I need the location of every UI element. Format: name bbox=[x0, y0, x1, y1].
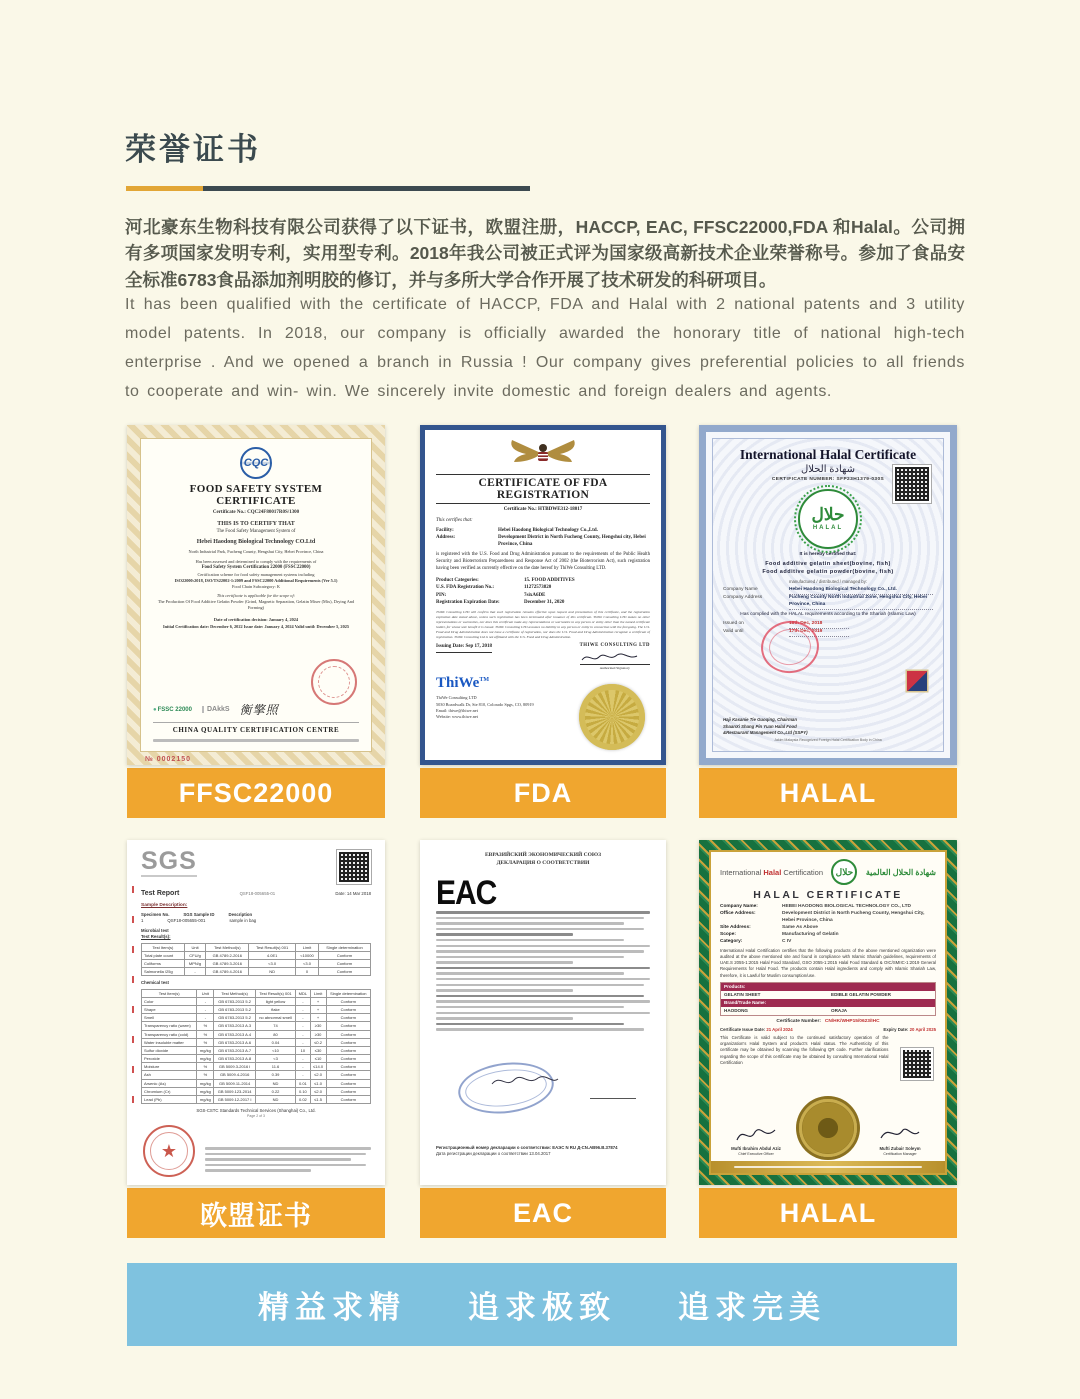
halal2-expiry-value: 20 April 2025 bbox=[909, 1026, 936, 1032]
signature-script-left bbox=[733, 1124, 779, 1146]
fda-issuing-label: Issuing Date: bbox=[436, 644, 465, 650]
halal-seal-arabic: حلال bbox=[811, 505, 845, 525]
eac-logo: EAC bbox=[436, 873, 497, 912]
halal2-signer-right bbox=[864, 1124, 936, 1157]
halal2-field-row bbox=[720, 911, 936, 925]
sgs-chemical-table bbox=[141, 989, 371, 1105]
fda-detail-label: PIN: bbox=[436, 592, 447, 598]
sgs-specimen-value: QSF18-005655-001 bbox=[167, 917, 206, 923]
fssc-dates: Initial Certification date: December 6, 2022 Issue date: January 4, 2024 Valid until: December 5, 2025 bbox=[162, 623, 350, 629]
sgs-report-title: Test Report bbox=[141, 890, 180, 897]
halal2-field-label: Category: bbox=[720, 938, 743, 944]
halal1-cert-number-value: SFP23H1379-030S bbox=[836, 477, 885, 482]
products-header: Products: bbox=[721, 983, 935, 991]
cert-label-halal-1: HALAL bbox=[699, 768, 957, 818]
sgs-t1-header-cell: Test Result(s) 001 bbox=[249, 943, 296, 951]
fda-signature-row bbox=[436, 643, 650, 671]
cert-column-eac bbox=[420, 840, 666, 1238]
cert-label-eac: EAC bbox=[420, 1188, 666, 1238]
halal1-body bbox=[712, 438, 944, 752]
fssc-title: FOOD SAFETY SYSTEM CERTIFICATE bbox=[189, 483, 323, 507]
halal2-signer-right-title: Certification Manager bbox=[883, 1152, 917, 1157]
halal2-signer-right-name: Mufti Zubair Soleym bbox=[879, 1145, 921, 1151]
thiwe-tm: TM bbox=[479, 677, 490, 684]
sgs-t2-row: Chromium (Cr) mg/kg GB 5009.123-2014 0.22 0.10 ≤2.0 Conform bbox=[142, 1087, 371, 1095]
fssc-company: Hebei Haodong Biological Technology CO.Ltd bbox=[196, 538, 316, 545]
halal2-cert-number-value: CN/HK/WHP15/0623/IHC bbox=[824, 1018, 880, 1024]
halal2-title-arabic: شهادة الحلال العالمية bbox=[865, 867, 936, 877]
cert-column-fssc22000 bbox=[127, 425, 385, 818]
halal2-cert-number-label: Certificate Number: bbox=[776, 1018, 821, 1024]
eac-title-line-2: ДЕКЛАРАЦИЯ О СООТВЕТСТВИИ bbox=[496, 859, 590, 866]
halal1-company-value: Hebei Haodong Biological Technology Co., Ltd. bbox=[789, 587, 933, 595]
brand-right: ORAJA bbox=[831, 1008, 848, 1014]
halal1-cert-number bbox=[772, 477, 884, 484]
fda-detail-rows bbox=[436, 577, 650, 606]
halal2-field-label: Company Name: bbox=[720, 904, 758, 909]
eac-title-line-1: ЕВРАЗИЙСКИЙ ЭКОНОМИЧЕСКИЙ СОЮЗ bbox=[484, 852, 601, 858]
fssc-certify-line: THIS IS TO CERTIFY THAT bbox=[217, 521, 295, 528]
sgs-t2-header-cell: Limit bbox=[310, 989, 326, 997]
fssc-cert-no: Certificate No.: CQC24F80017R0S/1300 bbox=[212, 510, 300, 515]
halal2-header bbox=[720, 859, 936, 885]
fssc-standard: Food Safety System Certification 22000 (FSSC22000) bbox=[201, 565, 311, 571]
sgs-t1-header-cell: Unit bbox=[184, 943, 206, 951]
ihc-brand-word-1: International bbox=[720, 867, 762, 877]
fda-signer-block bbox=[580, 643, 650, 671]
intro-paragraph-english: It has been qualified with the certificate of HACCP, FDA and Halal with 2 national patents and 3 utility model patents. In 2018, our company is officially awarded the honorary title of national high-tech enterprise . And we opened a branch in Russia ! Our company gives preferential policies to all friends to cooperate and win- win. We sincerely invite domestic and foreign dealers and agents. bbox=[125, 296, 965, 401]
fda-facility-value: Hebei Haodong Biological Technology Co.,Ltd. bbox=[498, 527, 598, 533]
slogan-phrase: 追求极致 bbox=[468, 1290, 616, 1325]
halal2-field-value: Same As Above bbox=[782, 924, 818, 930]
sgs-t1-header-row bbox=[142, 943, 371, 951]
slogan-phrase: 追求完美 bbox=[678, 1290, 826, 1325]
sgs-sample-desc-heading: Sample Description: bbox=[141, 902, 188, 908]
sgs-t1-header-cell: Test Method(s) bbox=[206, 943, 249, 951]
halal1-cert-number-label: CERTIFICATE NUMBER: bbox=[771, 477, 835, 482]
halal1-company-row bbox=[723, 587, 933, 595]
halal2-footer-band bbox=[711, 1161, 945, 1173]
halal2-expiry-label: Expiry Date: bbox=[883, 1026, 909, 1032]
sgs-microbial-table bbox=[141, 943, 371, 977]
sgs-t2-header-cell: Unit bbox=[197, 989, 214, 997]
halal1-title-arabic: شهادة الحلال bbox=[800, 464, 856, 475]
sspy-accreditation-logo bbox=[907, 671, 927, 691]
sgs-page-number: Page 2 of 3 bbox=[247, 1114, 265, 1119]
fda-signer-name: THIWE CONSULTING LTD bbox=[579, 643, 650, 649]
fssc-applicable: This certificate is applicable for the scope of: bbox=[216, 592, 296, 598]
sgs-t1-row: Total plate count CFU/g GB 4789.2-2016 4.0E1 <10000 Conform bbox=[142, 951, 371, 959]
halal2-field-value: Development District in North Fucheng County, Hengshui City, Hebei Province, China bbox=[782, 910, 925, 923]
sgs-t2-header-row bbox=[142, 989, 371, 997]
sgs-report-ref: QSF18-005655-01 bbox=[239, 891, 276, 896]
eac-signature-line bbox=[590, 1098, 636, 1099]
sgs-t2-header-cell: Test Result(s) 001 bbox=[255, 989, 295, 997]
title-underline bbox=[126, 186, 530, 191]
sgs-t1-header-cell: Single determination bbox=[319, 943, 371, 951]
sgs-t2-row: Color - GB 6783-2013 5.2 light yellow - + Conform bbox=[142, 997, 371, 1005]
halal2-dates-row bbox=[720, 1027, 936, 1033]
fda-fine-print: ThiWe Consulting LTD will confirm that such registration remains effective upon request and presentation of this certificate, and the registration expiration date stated above, unless such registration has been terminated after issuance of this certificate. ThiWe Consulting LTD makes no other representations or warranties, nor does this certificate make any representations or warranties to any person or entity other than the named certificate holder, for whose sole benefit it is issued. ThiWe Consulting LTD assumes no liability to any person or entity in connection with the foregoing. The U.S. Food and Drug Administration does not issue a certificate of registration, nor does the U.S. Food and Drug Administration recognize a certificate of registration. ThiWe Consulting Ltd is not affiliated with the U.S. Food and Drug Administration. bbox=[436, 610, 650, 639]
dakks-logo: DAkkS bbox=[202, 706, 230, 713]
halal1-issued-label: Issued on bbox=[723, 620, 744, 626]
sgs-fine-print-lines bbox=[205, 1144, 371, 1175]
fda-detail-label: U.S. FDA Registration No.: bbox=[436, 585, 495, 591]
fda-title: CERTIFICATE OF FDA REGISTRATION bbox=[436, 474, 650, 504]
sgs-meta-row bbox=[141, 889, 371, 899]
halal1-product-2: Food additive gelatin powder(bovine, fish) bbox=[762, 568, 894, 575]
signature-chinese: 衡擎照 bbox=[239, 703, 279, 718]
fssc-assessed: Has been assessed and determined to comply with the requirements of bbox=[195, 558, 317, 564]
ihc-brand-word-3: Certification bbox=[783, 867, 824, 877]
gold-seal bbox=[579, 684, 645, 750]
halal2-issue-date bbox=[720, 1027, 793, 1033]
cert-label-eu: 欧盟证书 bbox=[127, 1188, 385, 1238]
signature-script bbox=[580, 650, 640, 664]
sgs-specimen-header: Description bbox=[228, 911, 253, 917]
sgs-t2-row: Transparency ratio (warm) % GB 6783-2013 A.3 74 - ≥30 Conform bbox=[142, 1022, 371, 1030]
fssc-footer-fine-print bbox=[153, 736, 359, 745]
fda-detail-value: 15. FOOD ADDITIVES bbox=[524, 578, 575, 584]
halal2-field-label: Site Address: bbox=[720, 924, 751, 930]
underline-gold-segment bbox=[126, 186, 203, 191]
brand-header: Brand/Trade Name: bbox=[721, 999, 935, 1007]
sgs-microbial-heading: Microbial test bbox=[141, 928, 169, 934]
qr-code bbox=[893, 465, 931, 503]
sgs-red-star-stamp: ★ bbox=[143, 1125, 195, 1177]
halal1-company-label: Company Name bbox=[723, 587, 758, 593]
halal1-certified-line: It is hereby certified that: bbox=[799, 551, 857, 557]
ihc-brand bbox=[720, 868, 823, 877]
fda-detail-row bbox=[436, 577, 650, 584]
halal2-cert-number-row bbox=[720, 1019, 936, 1026]
sgs-t2-body bbox=[142, 997, 371, 1103]
sgs-logo: SGS bbox=[141, 847, 197, 875]
halal2-field-value: Manufacturing of Gelatin bbox=[782, 931, 839, 937]
fda-address-row bbox=[436, 534, 650, 549]
halal2-field-value: HEBEI HAODONG BIOLOGICAL TECHNOLOGY CO., LTD bbox=[782, 904, 911, 909]
sgs-footer-company: SGS-CSTC Standards Technical Services (Shanghai) Co., Ltd. bbox=[196, 1108, 316, 1114]
halal2-issue-label: Certificate Issue Date: bbox=[720, 1026, 766, 1032]
fda-detail-value: 7sixA6DE bbox=[524, 592, 546, 598]
certificate-row-1 bbox=[127, 425, 957, 818]
sgs-results-label-1: Test Result(s): bbox=[141, 934, 171, 940]
halal1-title: International Halal Certificate bbox=[739, 447, 917, 462]
eac-registration-block bbox=[436, 1145, 650, 1157]
fda-contact-block bbox=[436, 695, 534, 720]
halal2-signer-left bbox=[720, 1124, 792, 1157]
fssc-decision-date: Date of certification decision: January 4, 2024 bbox=[213, 617, 299, 623]
fda-detail-value: December 31, 2020 bbox=[524, 599, 565, 605]
red-seal-stamp bbox=[311, 659, 357, 705]
halal2-field-row bbox=[720, 925, 936, 932]
halal1-complied-line: Has complied with the HALAL requirements according to the Shariah (Islamic Law) bbox=[740, 611, 916, 617]
fda-body bbox=[436, 517, 650, 639]
ihc-green-seal: حلال bbox=[831, 859, 857, 885]
eagle-emblem bbox=[504, 436, 582, 472]
sgs-t2-header-cell: MDL bbox=[296, 989, 310, 997]
product-left: GELATIN SHEET bbox=[724, 992, 761, 998]
halal-seal-english: HALAL bbox=[812, 525, 844, 532]
halal2-title: HALAL CERTIFICATE bbox=[753, 889, 903, 901]
halal1-signer-org-2: &Restaurant Management Co.,Ltd (SSPY) bbox=[723, 729, 808, 735]
fda-certifies: This certifies that: bbox=[436, 518, 473, 524]
fda-detail-label: Product Categories: bbox=[436, 578, 479, 584]
thiwe-logo-text: ThiWe bbox=[436, 675, 480, 692]
certificate-sgs-test-report bbox=[127, 840, 385, 1185]
halal2-field-label: Scope: bbox=[720, 931, 736, 937]
fda-facility-row bbox=[436, 527, 650, 534]
halal2-fields bbox=[720, 904, 936, 946]
halal2-signature-row bbox=[720, 1099, 936, 1157]
fda-detail-row bbox=[436, 599, 650, 606]
sgs-t1-row: Salmonella /25g - GB 4789.4-2016 ND 0 Conform bbox=[142, 968, 371, 976]
sgs-t2-row: Peroxide mg/kg GB 6783-2013 A.8 <3 - ≤10 Conform bbox=[142, 1055, 371, 1063]
halal1-signer-block bbox=[723, 717, 808, 736]
sgs-t2-header-cell: Test Item(s) bbox=[142, 989, 197, 997]
fda-contact-website: Website: www.thiwe.net bbox=[436, 713, 478, 719]
sgs-chemical-heading: Chemical test bbox=[141, 980, 169, 986]
halal1-signer-name: Haji Kasanie Tie Guoqing, Chairman bbox=[723, 717, 797, 723]
cert-label-ffsc22000: FFSC22000 bbox=[127, 768, 385, 818]
certificate-halal-international bbox=[699, 425, 957, 765]
fda-contact-email: Email: thiwe@thiwe.net bbox=[436, 707, 478, 713]
halal2-products-table bbox=[720, 982, 936, 1016]
halal2-field-row bbox=[720, 932, 936, 939]
halal2-certification-text: International Halal Certification certifies that the following products of the above mentioned organization were audited at the above mentioned site and found in compliance with Islamic Shariah guidelines, requirements of UAE.S 2055-1:2015 Halal Food Standard, GSO 2055-1:2015 Halal Food Standard & OIC/SMIIC-1:2019 General Requirements for Halal Food. The products contain Halal ingredients and comply with Islamic Shariah Law, therefore, it is Lawful for Muslim consumption/use. bbox=[720, 947, 936, 978]
fda-registration-text: is registered with the U.S. Food and Drug Administration pursuant to the requirements of the Public Health Security and Bioterrorism Preparedness and Response Act of 2002 (the Bioterrorism Act), such registration having been verified as currently effective on the date hereof by ThiWe Consulting LTD. bbox=[436, 552, 650, 572]
fssc22000-logo: ● FSSC 22000 bbox=[153, 707, 192, 713]
sgs-specimen-value: sample in bag bbox=[229, 917, 257, 923]
fda-facility-label: Facility: bbox=[436, 527, 454, 533]
qr-code bbox=[901, 1048, 933, 1080]
cert-label-fda: FDA bbox=[420, 768, 666, 818]
signature-script-right bbox=[877, 1124, 923, 1146]
fssc-system-of: The Food Safety Management System of bbox=[216, 528, 296, 534]
sgs-t1-header-cell: Test Item(s) bbox=[142, 943, 185, 951]
product-right: EDIBLE GELATIN POWDER bbox=[831, 992, 891, 998]
ihc-brand-word-2: Halal bbox=[763, 867, 782, 877]
sgs-header bbox=[141, 847, 371, 884]
sgs-t2-row: Sulfur dioxide mg/kg GB 6783-2013 A.7 <10 10 ≤30 Conform bbox=[142, 1046, 371, 1054]
cert-label-halal-2: HALAL bbox=[699, 1188, 957, 1238]
sgs-specimen-row bbox=[141, 918, 371, 924]
serial-number: № 0002150 bbox=[145, 756, 191, 763]
sgs-t2-row: Smell - GB 6783-2013 5.2 no abnormal smell - + Conform bbox=[142, 1014, 371, 1022]
fssc-certificate-body bbox=[140, 438, 372, 752]
gold-embossed-seal bbox=[799, 1099, 857, 1157]
halal1-product-1: Food additive gelatin sheet(bovine, fish) bbox=[765, 560, 891, 567]
brand-row bbox=[721, 1007, 935, 1015]
certificate-fda bbox=[420, 425, 666, 765]
halal1-signer-org-1: ShaanXi Shang Pin Yuan Halal Food bbox=[723, 723, 797, 729]
cert-column-fda bbox=[420, 425, 666, 818]
fda-signer-title: Authorized Signatory bbox=[580, 664, 650, 671]
fda-issuing-date bbox=[436, 643, 492, 652]
halal1-valid-label: Valid until bbox=[723, 628, 744, 634]
fda-address-value: Development District in North Fucheng County, Hengshui city, Hebei Province, China bbox=[498, 534, 646, 547]
fssc-scheme: Certification scheme for food safety management systems including bbox=[197, 571, 315, 577]
sgs-t2-row: Shape - GB 6783-2013 5.2 flake - + Conform bbox=[142, 1005, 371, 1013]
thiwe-logo bbox=[436, 675, 489, 692]
eac-declaration-text-lines bbox=[436, 911, 650, 1031]
halal2-issue-value: 21 April 2024 bbox=[766, 1026, 793, 1032]
fda-address-label: Address: bbox=[436, 534, 456, 540]
fda-issuing-value: Sep 17, 2018 bbox=[465, 644, 492, 650]
cqc-logo bbox=[240, 447, 272, 479]
cert-column-halal-1 bbox=[699, 425, 957, 818]
fssc-subcategory: Food Chain Subcategory: K bbox=[231, 584, 281, 590]
fssc-scheme2: ISO22000:2018, ISO/TS22002-1:2009 and FSSC22000 Additional Requirements (Ver 5.1) bbox=[174, 578, 338, 584]
sgs-report-date: Date: 14 Mar 2018 bbox=[335, 891, 371, 896]
certificate-eac-declaration bbox=[420, 840, 666, 1185]
sgs-t2-row: Ash % GB 5009.4-2016 0.39 - ≤2.0 Conform bbox=[142, 1071, 371, 1079]
halal1-address-value: Fucheng County North Industrial Zone, Hengshui City, Hebei Province, China bbox=[789, 595, 933, 610]
halal2-signer-left-title: Chief Executive Officer bbox=[738, 1152, 774, 1157]
halal1-address-row bbox=[723, 595, 933, 610]
halal2-body bbox=[709, 850, 947, 1175]
halal2-expiry-date bbox=[883, 1027, 936, 1033]
sgs-t1-header-cell: Limit bbox=[295, 943, 318, 951]
sgs-specimen-header: Specimen No. bbox=[141, 911, 170, 917]
qr-code bbox=[337, 850, 371, 884]
fda-detail-row bbox=[436, 584, 650, 591]
intro-paragraph-chinese: 河北豪东生物科技有限公司获得了以下证书，欧盟注册，HACCP, EAC, FFSC22000,FDA 和Halal。公司拥有多项国家发明专利，实用型专利。2018年我公司被正式评为国家级高新技术企业荣誉称号。参加了食品安全标准6783食品添加剂明胶的修订，并与多所大学合作开展了技术研发的科研项目。 bbox=[125, 217, 965, 290]
eac-signature-script bbox=[490, 1072, 560, 1090]
products-row bbox=[721, 991, 935, 999]
halal2-field-label: Office Address: bbox=[720, 910, 756, 916]
halal2-field-value: C IV bbox=[782, 938, 792, 944]
slogan-banner bbox=[127, 1263, 957, 1346]
fda-detail-value: 11272573820 bbox=[524, 585, 552, 591]
cert-column-sgs bbox=[127, 840, 385, 1238]
brand-left: HAODONG bbox=[724, 1008, 748, 1014]
halal-green-seal bbox=[798, 489, 858, 549]
halal1-address-label: Company Address bbox=[723, 595, 763, 601]
halal1-accreditation-note: Jakim Malaysia Recognized Foreign Halal Certification Body in China bbox=[774, 738, 882, 743]
fssc-scope: The Production Of Food Additive Gelatin Powder (Grind, Magnetic Separation, Gelatin Mixer (Mix), Drying And Forming) bbox=[157, 598, 355, 611]
slogan-phrase: 精益求精 bbox=[258, 1290, 406, 1325]
halal2-validity-text: This Certificate is valid subject to the continued satisfactory operation of the organization's Halal System and product's Halal status. The Authenticity of this certificate may be obtained by scanning the following QR code. Further clarifications regarding the scope of this certificate may be obtained by consulting International Halal Certification bbox=[720, 1034, 889, 1065]
eac-registration-date: Дата регистрации декларации о соответствии 13.04.2017 bbox=[436, 1150, 551, 1156]
fda-detail-row bbox=[436, 592, 650, 599]
halal2-signer-left-name: Mufti Ibrahim Abdul Aziz bbox=[731, 1145, 781, 1151]
fssc-address: North Industrial Park, Fucheng County, Hengshui City, Hebei Province, China bbox=[188, 548, 324, 554]
certificate-row-2 bbox=[127, 840, 957, 1238]
sgs-specimen-header: SGS Sample ID bbox=[183, 911, 215, 917]
sgs-t2-row: Water insoluble matter % GB 6783-2013 A.6 0.04 - ≤0.2 Conform bbox=[142, 1038, 371, 1046]
halal2-field-row bbox=[720, 904, 936, 911]
sgs-specimen-value: 1 bbox=[141, 917, 144, 923]
certificate-fssc22000 bbox=[127, 425, 385, 765]
fda-contact-address: 5030 Boardwalk Dr, Ste 810, Colorado Spgs, CO, 80919 bbox=[436, 701, 534, 707]
sgs-t2-row: Arsenic (As) mg/kg GB 5009.11-2014 ND 0.01 ≤1.0 Conform bbox=[142, 1079, 371, 1087]
sgs-t2-header-cell: Single determination bbox=[326, 989, 370, 997]
sgs-t2-row: Moisture % GB 5009.3-2016 I 11.6 - ≤14.0 Conform bbox=[142, 1063, 371, 1071]
certificate-halal-certification bbox=[699, 840, 957, 1185]
sgs-t1-body bbox=[142, 951, 371, 976]
halal2-field-row bbox=[720, 939, 936, 946]
halal1-valid-value: 17th Dec, 2019 bbox=[789, 629, 849, 637]
cqc-logo-text: CQC bbox=[243, 457, 269, 469]
halal1-made-by: manufactured / distributed / managed by: bbox=[788, 578, 868, 584]
eac-registration-number: Регистрационный номер декларации о соответствии: ЕАЭС N RU Д-CN.АВ96.В.37874 bbox=[436, 1144, 618, 1150]
sgs-t2-row: Transparency ratio (cold) % GB 6783-2013 A.4 80 - ≥30 Conform bbox=[142, 1030, 371, 1038]
fssc-centre-name: CHINA QUALITY CERTIFICATION CENTRE bbox=[153, 722, 359, 736]
fda-cert-no: Certificate No.: HTBDWE312-18017 bbox=[503, 507, 583, 512]
sgs-t2-header-cell: Test Method(s) bbox=[214, 989, 256, 997]
sgs-t1-row: Coliforms MPN/g GB 4789.3-2016 <3.0 <3.0 Conform bbox=[142, 960, 371, 968]
underline-dark-segment bbox=[203, 186, 530, 191]
sgs-t2-row: Lead (Pb) mg/kg GB 5009.12-2017 I ND 0.02 ≤1.5 Conform bbox=[142, 1096, 371, 1104]
page-title: 荣誉证书 bbox=[125, 132, 261, 167]
fda-detail-label: Registration Expiration Date: bbox=[436, 599, 500, 605]
fda-contact-company: ThiWe Consulting LTD bbox=[436, 695, 477, 701]
halal1-issued-value: 18th Dec, 2018 bbox=[789, 621, 849, 629]
cert-column-halal-2 bbox=[699, 840, 957, 1238]
